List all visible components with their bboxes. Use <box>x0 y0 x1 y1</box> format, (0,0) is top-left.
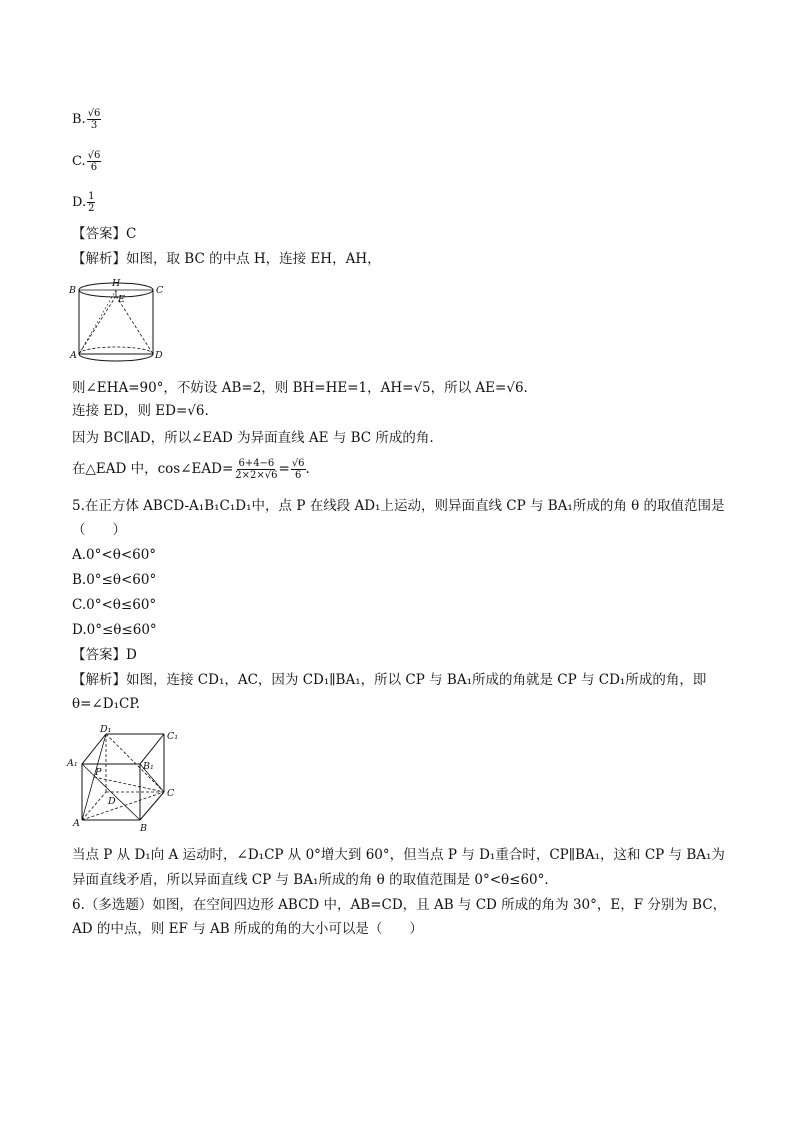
q5-option-d: D.0°≤θ≤60° <box>72 622 157 638</box>
label-a: A <box>70 350 77 361</box>
q4-step4 <box>72 458 310 481</box>
fraction-numerator: √6 <box>291 458 305 469</box>
q4-option-c <box>72 150 101 173</box>
fraction-numerator: √6 <box>87 150 101 161</box>
label-c: C <box>156 285 164 296</box>
q5-stem-line1: 5.在正方体 ABCD-A₁B₁C₁D₁中，点 P 在线段 AD₁上运动，则异面直线 CP 与 BA₁所成的角 θ 的取值范围是 <box>72 498 725 514</box>
q4-answer: 【答案】C <box>72 226 137 242</box>
fraction-denominator: 6 <box>294 470 302 481</box>
segment-ha <box>79 290 116 354</box>
q5-conclusion-line2: 异面直线矛盾，所以异面直线 CP 与 BA₁所成的角 θ 的取值范围是 0°<θ≤60°. <box>72 872 549 888</box>
fraction-denominator: 6 <box>90 162 98 173</box>
q4-option-d <box>72 191 95 214</box>
label-a: A <box>73 818 80 829</box>
label-b: B <box>140 823 147 834</box>
label-c: C <box>167 788 175 799</box>
fraction-numerator: 1 <box>88 191 95 202</box>
q5-option-b: B.0°≤θ<60° <box>72 572 157 588</box>
fraction <box>234 458 278 481</box>
bottom-ellipse-front <box>79 354 153 361</box>
option-letter: C. <box>72 154 86 169</box>
label-d1: D₁ <box>100 724 112 735</box>
label-c1: C₁ <box>167 731 179 742</box>
fraction-denominator: 2 <box>88 203 95 214</box>
cos-prefix: 在△EAD 中，cos∠EAD= <box>72 461 234 477</box>
q5-option-a: A.0°<θ<60° <box>72 547 157 563</box>
edge-a1d1 <box>82 734 106 764</box>
edge-c1b1 <box>140 734 164 764</box>
fraction-numerator: 6+4−6 <box>238 458 275 469</box>
fraction <box>87 191 95 214</box>
bottom-ellipse-back <box>79 347 153 354</box>
cylinder-figure <box>66 276 166 366</box>
label-e: E <box>118 294 125 305</box>
edge-cb <box>140 792 164 820</box>
label-d: D <box>108 796 116 807</box>
q4-step2: 连接 ED，则 ED=√6. <box>72 403 209 419</box>
q5-analysis-line2: θ=∠D₁CP. <box>72 696 140 712</box>
label-h: H <box>112 278 121 289</box>
fraction <box>87 150 102 173</box>
q5-conclusion-line1: 当点 P 从 D₁向 A 运动时，∠D₁CP 从 0°增大到 60°，但当点 P 与 D₁重合时，CP∥BA₁，这和 CP 与 BA₁为 <box>72 847 725 863</box>
segment-d1c <box>106 734 164 792</box>
q4-option-b <box>72 108 101 131</box>
q5-answer: 【答案】D <box>72 647 137 663</box>
label-b1: B₁ <box>143 761 154 772</box>
fraction <box>87 108 102 131</box>
q4-analysis-intro: 【解析】如图，取 BC 的中点 H，连接 EH，AH， <box>72 251 381 267</box>
q6-stem-line1: 6.（多选题）如图，在空间四边形 ABCD 中，AB=CD，且 AB 与 CD 所成的角为 30°，E，F 分别为 BC， <box>72 897 727 913</box>
fraction-numerator: √6 <box>87 108 101 119</box>
label-b: B <box>69 285 76 296</box>
label-p: P <box>95 767 102 778</box>
q4-step1: 则∠EHA=90°，不妨设 AB=2，则 BH=HE=1，AH=√5，所以 AE=√6. <box>72 380 528 396</box>
option-letter: D. <box>72 195 87 210</box>
equals-sign: = <box>278 461 290 477</box>
fraction-denominator: 2×2×√6 <box>235 470 278 481</box>
label-d: D <box>155 350 163 361</box>
period: . <box>305 461 310 477</box>
option-letter: B. <box>72 112 86 127</box>
segment-ea <box>79 296 116 354</box>
label-a1: A₁ <box>67 758 78 769</box>
q4-step3: 因为 BC∥AD，所以∠EAD 为异面直线 AE 与 BC 所成的角. <box>72 430 434 446</box>
cube-figure <box>66 724 190 836</box>
fraction-denominator: 3 <box>90 120 98 131</box>
q5-stem-line2: （ ） <box>72 522 126 538</box>
fraction <box>291 458 306 481</box>
q5-analysis-line1: 【解析】如图，连接 CD₁，AC，因为 CD₁∥BA₁，所以 CP 与 BA₁所成的角就是 CP 与 CD₁所成的角，即 <box>72 672 707 688</box>
q6-stem-line2: AD 的中点，则 EF 与 AB 所成的角的大小可以是（ ） <box>72 921 423 937</box>
q5-option-c: C.0°<θ≤60° <box>72 597 157 613</box>
